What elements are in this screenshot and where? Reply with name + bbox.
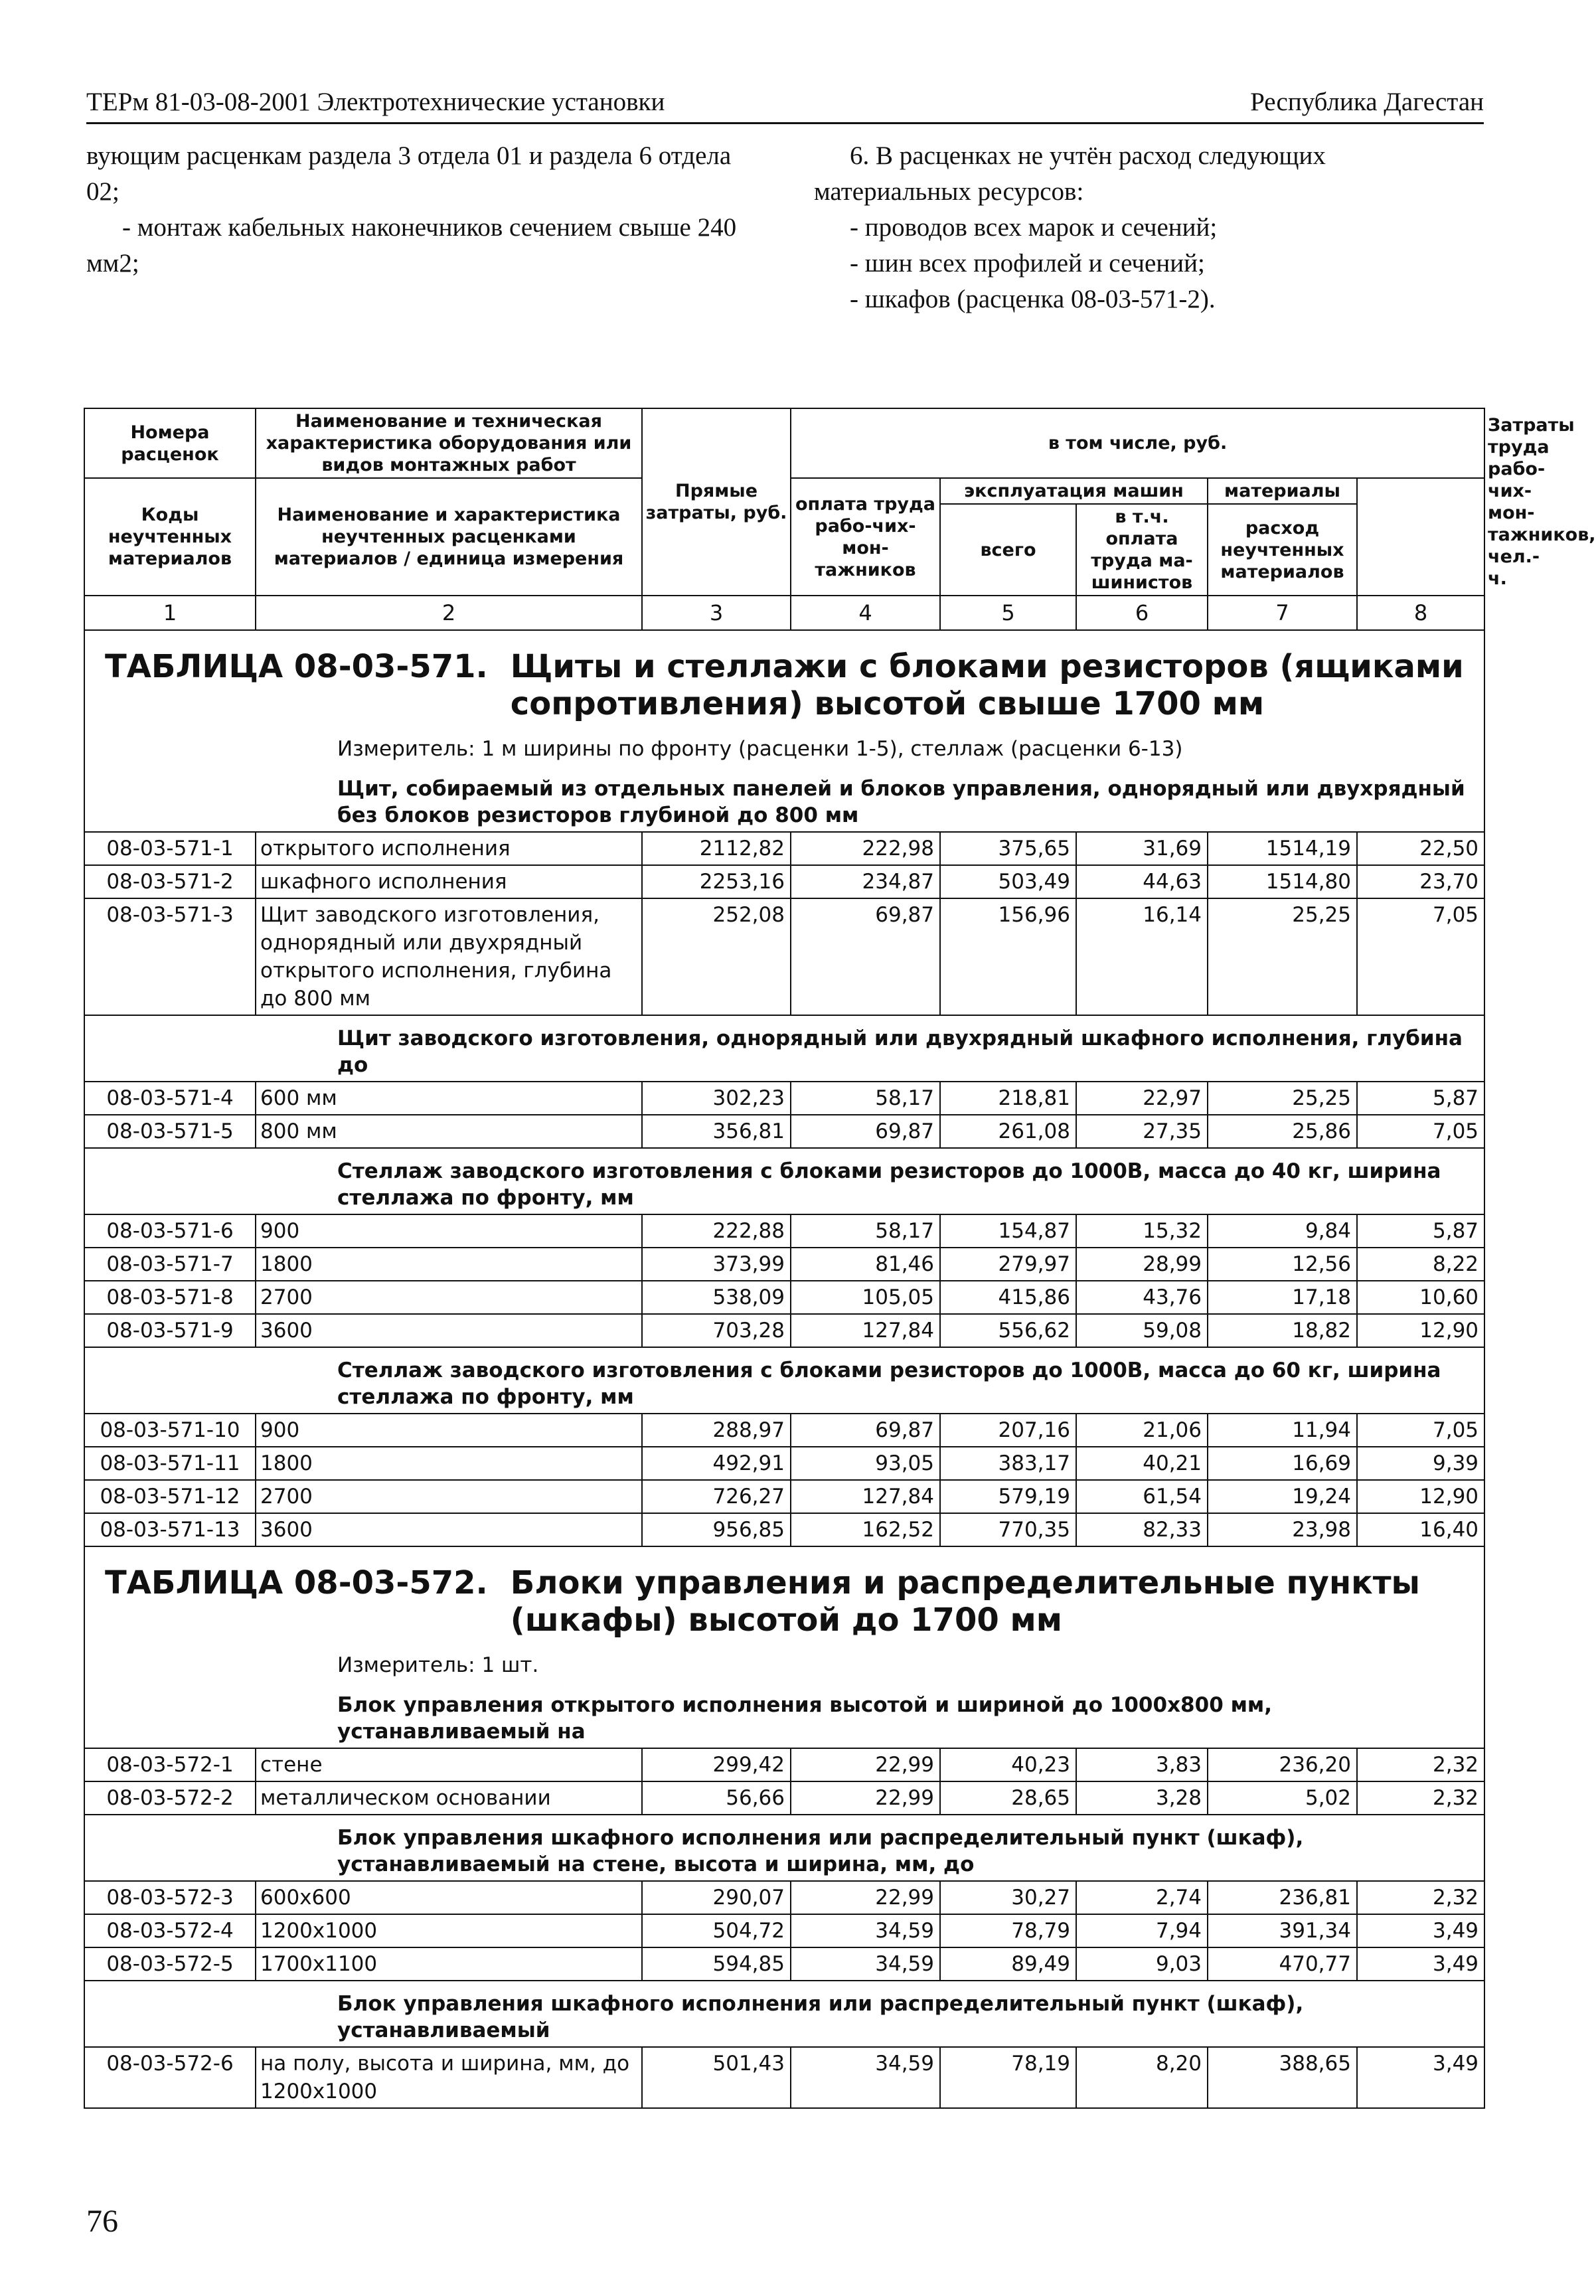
machinist-pay: 8,20 (1076, 2047, 1208, 2108)
labor-pay: 34,59 (791, 1914, 940, 1947)
header-vsego: всего (940, 504, 1076, 596)
machines-total: 261,08 (940, 1115, 1076, 1148)
labor-hours: 2,32 (1357, 1781, 1484, 1815)
materials-cost: 18,82 (1208, 1314, 1357, 1347)
labor-pay: 234,87 (791, 865, 940, 898)
labor-hours: 10,60 (1357, 1281, 1484, 1314)
rate-code: 08-03-571-5 (84, 1115, 256, 1148)
labor-pay: 93,05 (791, 1447, 940, 1480)
materials-cost: 470,77 (1208, 1947, 1357, 1981)
machinist-pay: 61,54 (1076, 1480, 1208, 1513)
document-title: ТЕРм 81-03-08-2001 Электротехнические установки (86, 88, 665, 116)
labor-pay: 22,99 (791, 1781, 940, 1815)
header-v-t-ch: в т.ч. оплата труда ма-шинистов (1076, 504, 1208, 596)
labor-hours: 22,50 (1357, 832, 1484, 865)
rate-name: 1800 (256, 1248, 642, 1281)
machinist-pay: 3,28 (1076, 1781, 1208, 1815)
materials-cost: 388,65 (1208, 2047, 1357, 2108)
direct-costs: 2253,16 (642, 865, 791, 898)
table-row (84, 1748, 1484, 1781)
direct-costs: 252,08 (642, 898, 791, 1015)
table-row (84, 1115, 1484, 1148)
table-08-03-571 (84, 630, 1484, 1546)
machines-total: 503,49 (940, 865, 1076, 898)
labor-pay: 22,99 (791, 1881, 940, 1914)
materials-cost: 12,56 (1208, 1248, 1357, 1281)
materials-cost: 5,02 (1208, 1781, 1357, 1815)
materials-cost: 25,86 (1208, 1115, 1357, 1148)
direct-costs: 288,97 (642, 1414, 791, 1447)
labor-pay: 69,87 (791, 898, 940, 1015)
rate-name: 800 мм (256, 1115, 642, 1148)
column-number: 4 (791, 596, 940, 630)
table-row (84, 1914, 1484, 1947)
labor-hours: 7,05 (1357, 1414, 1484, 1447)
machines-total: 30,27 (940, 1881, 1076, 1914)
machines-total: 279,97 (940, 1248, 1076, 1281)
machines-total: 556,62 (940, 1314, 1076, 1347)
machines-total: 156,96 (940, 898, 1076, 1015)
direct-costs: 290,07 (642, 1881, 791, 1914)
machinist-pay: 16,14 (1076, 898, 1208, 1015)
materials-cost: 11,94 (1208, 1414, 1357, 1447)
table-08-03-572 (84, 1546, 1484, 2108)
direct-costs: 504,72 (642, 1914, 791, 1947)
intro-text-left (86, 138, 757, 282)
region-name: Республика Дагестан (1250, 88, 1484, 116)
direct-costs: 56,66 (642, 1781, 791, 1815)
machines-total: 218,81 (940, 1082, 1076, 1115)
table-row (84, 832, 1484, 865)
rate-code: 08-03-572-2 (84, 1781, 256, 1815)
table-row (84, 1513, 1484, 1546)
machinist-pay: 21,06 (1076, 1414, 1208, 1447)
table-row (84, 1781, 1484, 1815)
labor-pay: 162,52 (791, 1513, 940, 1546)
group-heading: Блок управления шкафного исполнения или распределительный пункт (шкаф), устанавливаемый (84, 1981, 1484, 2047)
materials-cost: 1514,80 (1208, 865, 1357, 898)
header-rashod: расход неучтенных материалов (1208, 504, 1357, 596)
direct-costs: 956,85 (642, 1513, 791, 1546)
rate-name: 2700 (256, 1281, 642, 1314)
column-number: 1 (84, 596, 256, 630)
table-number: ТАБЛИЦА 08-03-572. (105, 1564, 488, 1601)
machinist-pay: 9,03 (1076, 1947, 1208, 1981)
rate-name: 600 мм (256, 1082, 642, 1115)
column-number: 8 (1357, 596, 1484, 630)
machinist-pay: 43,76 (1076, 1281, 1208, 1314)
labor-hours: 8,22 (1357, 1248, 1484, 1281)
labor-hours: 16,40 (1357, 1513, 1484, 1546)
table-row (84, 1082, 1484, 1115)
rate-name: шкафного исполнения (256, 865, 642, 898)
group-heading: Стеллаж заводского изготовления с блоками резисторов до 1000В, масса до 60 кг, ширина стеллажа по фронту, мм (84, 1347, 1484, 1414)
machines-total: 770,35 (940, 1513, 1076, 1546)
labor-hours: 2,32 (1357, 1881, 1484, 1914)
table-title: Щиты и стеллажи с блоками резисторов (ящиками сопротивления) высотой свыше 1700 мм (510, 648, 1464, 722)
machinist-pay: 44,63 (1076, 865, 1208, 898)
labor-hours: 5,87 (1357, 1082, 1484, 1115)
rate-code: 08-03-572-5 (84, 1947, 256, 1981)
column-number: 2 (256, 596, 642, 630)
table-header: Номера расценок Наименование и техническая характеристика оборудования или видов монтажных работ Прямые затраты, руб. в том числе, руб. Затраты труда рабо-чих-мон-тажников, чел.-ч. Коды неучтенных материалов Наименование и характеристика неучтенных расценками материалов / единица измерения оплата труда рабо-чих-мон-тажников эксплуатация машин материалы всего в т.ч. оплата труда ма-шинистов расход неучтенных материалов 1 2 3 4 5 6 7 8 (84, 408, 1484, 630)
machines-total: 375,65 (940, 832, 1076, 865)
rate-name: металлическом основании (256, 1781, 642, 1815)
table-title-row (84, 1546, 1484, 1648)
measure-unit: Измеритель: 1 шт. (84, 1648, 1484, 1682)
rate-name: открытого исполнения (256, 832, 642, 865)
intro-list-item: - шин всех профилей и сечений; (850, 249, 1205, 278)
machinist-pay: 82,33 (1076, 1513, 1208, 1546)
machinist-pay: 28,99 (1076, 1248, 1208, 1281)
header-ekspluataciya: эксплуатация машин (940, 478, 1208, 504)
rate-code: 08-03-572-6 (84, 2047, 256, 2108)
rate-code: 08-03-571-4 (84, 1082, 256, 1115)
materials-cost: 23,98 (1208, 1513, 1357, 1546)
machinist-pay: 7,94 (1076, 1914, 1208, 1947)
machinist-pay: 59,08 (1076, 1314, 1208, 1347)
table-row (84, 865, 1484, 898)
rate-name: 900 (256, 1414, 642, 1447)
labor-pay: 127,84 (791, 1314, 940, 1347)
direct-costs: 373,99 (642, 1248, 791, 1281)
header-nomera: Номера расценок (84, 408, 256, 478)
intro-paragraph: 6. В расценках не учтён расход следующих материальных ресурсов: (814, 141, 1326, 206)
materials-cost: 19,24 (1208, 1480, 1357, 1513)
machines-total: 28,65 (940, 1781, 1076, 1815)
header-oplata: оплата труда рабо-чих-мон-тажников (791, 478, 940, 596)
rate-name: 900 (256, 1214, 642, 1248)
rate-code: 08-03-571-3 (84, 898, 256, 1015)
table-title-row (84, 630, 1484, 732)
labor-hours: 5,87 (1357, 1214, 1484, 1248)
labor-pay: 34,59 (791, 2047, 940, 2108)
labor-hours: 7,05 (1357, 898, 1484, 1015)
machines-total: 78,79 (940, 1914, 1076, 1947)
labor-pay: 81,46 (791, 1248, 940, 1281)
rate-name: 3600 (256, 1513, 642, 1546)
rate-code: 08-03-571-11 (84, 1447, 256, 1480)
table-row (84, 1947, 1484, 1981)
labor-hours: 9,39 (1357, 1447, 1484, 1480)
column-number: 5 (940, 596, 1076, 630)
machinist-pay: 2,74 (1076, 1881, 1208, 1914)
rate-name: 1800 (256, 1447, 642, 1480)
direct-costs: 299,42 (642, 1748, 791, 1781)
table-row (84, 1480, 1484, 1513)
intro-list-item: - проводов всех марок и сечений; (850, 213, 1218, 242)
table-row (84, 1447, 1484, 1480)
rate-code: 08-03-571-9 (84, 1314, 256, 1347)
direct-costs: 538,09 (642, 1281, 791, 1314)
machines-total: 154,87 (940, 1214, 1076, 1248)
machinist-pay: 3,83 (1076, 1748, 1208, 1781)
machinist-pay: 22,97 (1076, 1082, 1208, 1115)
materials-cost: 17,18 (1208, 1281, 1357, 1314)
labor-hours: 7,05 (1357, 1115, 1484, 1148)
rate-code: 08-03-572-4 (84, 1914, 256, 1947)
labor-pay: 105,05 (791, 1281, 940, 1314)
table-row (84, 1281, 1484, 1314)
group-heading: Блок управления открытого исполнения высотой и шириной до 1000х800 мм, устанавливаемый на (84, 1682, 1484, 1748)
group-heading: Щит заводского изготовления, однорядный или двухрядный шкафного исполнения, глубина до (84, 1015, 1484, 1082)
machines-total: 89,49 (940, 1947, 1076, 1981)
intro-text-right (814, 138, 1484, 317)
intro-paragraph: - монтаж кабельных наконечников сечением свыше 240 мм2; (86, 213, 737, 278)
rates-table (84, 408, 1596, 2109)
machines-total: 579,19 (940, 1480, 1076, 1513)
labor-pay: 58,17 (791, 1082, 940, 1115)
header-naimenovanie: Наименование и техническая характеристика оборудования или видов монтажных работ (256, 408, 642, 478)
materials-cost: 25,25 (1208, 1082, 1357, 1115)
rate-code: 08-03-571-7 (84, 1248, 256, 1281)
machines-total: 415,86 (940, 1281, 1076, 1314)
rate-name: 600x600 (256, 1881, 642, 1914)
labor-pay: 69,87 (791, 1414, 940, 1447)
materials-cost: 236,20 (1208, 1748, 1357, 1781)
machines-total: 207,16 (940, 1414, 1076, 1447)
table-row (84, 1414, 1484, 1447)
materials-cost: 16,69 (1208, 1447, 1357, 1480)
column-number: 6 (1076, 596, 1208, 630)
table-row (84, 898, 1484, 1015)
direct-costs: 501,43 (642, 2047, 791, 2108)
labor-hours: 12,90 (1357, 1480, 1484, 1513)
header-pryamye: Прямые затраты, руб. (642, 408, 791, 596)
table-row (84, 1248, 1484, 1281)
rate-code: 08-03-571-12 (84, 1480, 256, 1513)
labor-pay: 34,59 (791, 1947, 940, 1981)
machines-total: 383,17 (940, 1447, 1076, 1480)
direct-costs: 222,88 (642, 1214, 791, 1248)
intro-paragraph: вующим расценкам раздела 3 отдела 01 и раздела 6 отдела 02; (86, 141, 732, 206)
labor-pay: 69,87 (791, 1115, 940, 1148)
machinist-pay: 15,32 (1076, 1214, 1208, 1248)
page-header (86, 85, 1484, 124)
labor-pay: 222,98 (791, 832, 940, 865)
table-row (84, 1314, 1484, 1347)
intro-list-item: - шкафов (расценка 08-03-571-2). (850, 285, 1216, 313)
direct-costs: 726,27 (642, 1480, 791, 1513)
table-title: Блоки управления и распределительные пункты (шкафы) высотой до 1700 мм (510, 1564, 1420, 1639)
materials-cost: 1514,19 (1208, 832, 1357, 865)
header-v-tom-chisle: в том числе, руб. (791, 408, 1484, 478)
labor-hours: 23,70 (1357, 865, 1484, 898)
direct-costs: 2112,82 (642, 832, 791, 865)
labor-pay: 22,99 (791, 1748, 940, 1781)
direct-costs: 492,91 (642, 1447, 791, 1480)
machines-total: 40,23 (940, 1748, 1076, 1781)
materials-cost: 236,81 (1208, 1881, 1357, 1914)
group-heading: Стеллаж заводского изготовления с блоками резисторов до 1000В, масса до 40 кг, ширина стеллажа по фронту, мм (84, 1148, 1484, 1214)
rate-code: 08-03-571-2 (84, 865, 256, 898)
rate-code: 08-03-572-1 (84, 1748, 256, 1781)
direct-costs: 302,23 (642, 1082, 791, 1115)
rate-name: стене (256, 1748, 642, 1781)
labor-hours: 3,49 (1357, 1914, 1484, 1947)
table-number: ТАБЛИЦА 08-03-571. (105, 648, 488, 685)
materials-cost: 9,84 (1208, 1214, 1357, 1248)
column-number: 7 (1208, 596, 1357, 630)
labor-hours: 12,90 (1357, 1314, 1484, 1347)
column-number: 3 (642, 596, 791, 630)
measure-unit: Измеритель: 1 м ширины по фронту (расценки 1-5), стеллаж (расценки 6-13) (84, 732, 1484, 766)
rate-code: 08-03-571-10 (84, 1414, 256, 1447)
rate-code: 08-03-571-6 (84, 1214, 256, 1248)
rate-name: 1200x1000 (256, 1914, 642, 1947)
labor-hours: 2,32 (1357, 1748, 1484, 1781)
header-materialy: материалы (1208, 478, 1357, 504)
rate-name: 2700 (256, 1480, 642, 1513)
machines-total: 78,19 (940, 2047, 1076, 2108)
rate-code: 08-03-571-1 (84, 832, 256, 865)
labor-hours: 3,49 (1357, 2047, 1484, 2108)
table-row (84, 2047, 1484, 2108)
rate-code: 08-03-571-8 (84, 1281, 256, 1314)
direct-costs: 594,85 (642, 1947, 791, 1981)
header-kody: Коды неучтенных материалов (84, 478, 256, 596)
labor-hours: 3,49 (1357, 1947, 1484, 1981)
rate-name: 1700x1100 (256, 1947, 642, 1981)
labor-pay: 127,84 (791, 1480, 940, 1513)
machinist-pay: 40,21 (1076, 1447, 1208, 1480)
rate-name: 3600 (256, 1314, 642, 1347)
group-heading: Щит, собираемый из отдельных панелей и блоков управления, однорядный или двухрядный без блоков резисторов глубиной до 800 мм (84, 766, 1484, 832)
page-number: 76 (86, 2204, 118, 2239)
direct-costs: 703,28 (642, 1314, 791, 1347)
machinist-pay: 31,69 (1076, 832, 1208, 865)
rate-code: 08-03-571-13 (84, 1513, 256, 1546)
rate-name: Щит заводского изготовления, однорядный или двухрядный открытого исполнения, глубина до 800 мм (256, 898, 642, 1015)
labor-pay: 58,17 (791, 1214, 940, 1248)
header-naimenovanie-materialov: Наименование и характеристика неучтенных расценками материалов / единица измерения (256, 478, 642, 596)
rate-code: 08-03-572-3 (84, 1881, 256, 1914)
materials-cost: 391,34 (1208, 1914, 1357, 1947)
materials-cost: 25,25 (1208, 898, 1357, 1015)
table-row (84, 1881, 1484, 1914)
rate-name: на полу, высота и ширина, мм, до 1200x1000 (256, 2047, 642, 2108)
group-heading: Блок управления шкафного исполнения или распределительный пункт (шкаф), устанавливаемый на стене, высота и ширина, мм, до (84, 1815, 1484, 1881)
table-row (84, 1214, 1484, 1248)
machinist-pay: 27,35 (1076, 1115, 1208, 1148)
direct-costs: 356,81 (642, 1115, 791, 1148)
